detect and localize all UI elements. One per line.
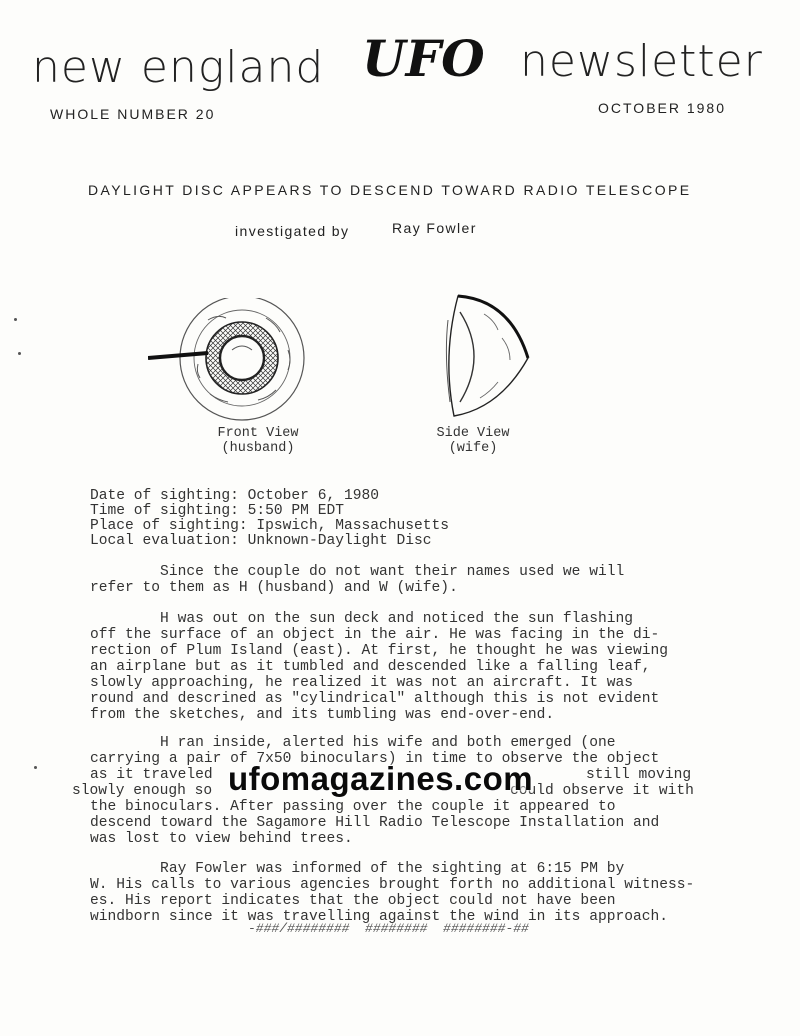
front-view-sketch (148, 298, 318, 428)
fact-time: Time of sighting: 5:50 PM EDT (90, 503, 344, 519)
margin-speck (18, 352, 21, 355)
paragraph-report: Ray Fowler was informed of the sighting at 6:15 PM by W. His calls to various agencies brought forth no additional witness- es. His report indicates that the object could not have been windborn since it was travelling against the wind in its approach. (90, 861, 695, 925)
fact-evaluation: Local evaluation: Unknown-Daylight Disc (90, 533, 432, 549)
issue-date: OCTOBER 1980 (598, 100, 727, 116)
paragraph-sighting: H was out on the sun deck and noticed the sun flashing off the surface of an object in the air. He was facing in the di- rection of Plum Island (east). At first, he thought he was viewing an airplane but as it tumbled and descended like a falling leaf, slowly approaching, he realized it was not an aircraft. It was round and descrined as "cylindrical" although this is not evident from the sketches, and its tumbling was end-over-end. (90, 611, 669, 723)
fact-date: Date of sighting: October 6, 1980 (90, 488, 380, 504)
fact-place: Place of sighting: Ipswich, Massachusetts (90, 518, 450, 534)
margin-speck (34, 766, 37, 769)
side-view-caption: Side View (wife) (436, 426, 510, 456)
margin-speck (14, 318, 17, 321)
side-view-sketch (440, 290, 540, 422)
article-headline: DAYLIGHT DISC APPEARS TO DESCEND TOWARD RADIO TELESCOPE (88, 182, 692, 198)
front-view-caption: Front View (husband) (217, 426, 299, 456)
paragraph-binoculars-line3b: still moving (586, 767, 692, 783)
masthead-ufo-logo: UFO (362, 29, 485, 88)
paragraph-binoculars-rest: the binoculars. After passing over the couple it appeared to descend toward the Sagamore Hill Radio Telescope Installation and was lost to view behind trees. (90, 799, 660, 847)
masthead-left-text: new england (32, 42, 325, 93)
paragraph-binoculars-line4a: slowly enough so (72, 783, 213, 799)
byline-prefix: investigated by (235, 223, 350, 239)
masthead-right-text: newsletter (520, 36, 763, 87)
paragraph-intro: Since the couple do not want their names used we will refer to them as H (husband) and W (wife). (90, 564, 625, 596)
paragraph-binoculars-line2: carrying a pair of 7x50 binoculars) in time to observe the object (90, 751, 660, 767)
watermark: ufomagazines.com (228, 760, 534, 797)
issue-number: WHOLE NUMBER 20 (50, 106, 216, 122)
paragraph-binoculars-line1: H ran inside, alerted his wife and both emerged (one (90, 735, 616, 751)
byline-name: Ray Fowler (392, 220, 477, 236)
strikeout-line: -###/######## ######## ########-## (248, 921, 529, 936)
paragraph-binoculars-line4b: could observe it with (510, 783, 694, 799)
paragraph-binoculars-line3a: as it traveled (90, 767, 213, 783)
